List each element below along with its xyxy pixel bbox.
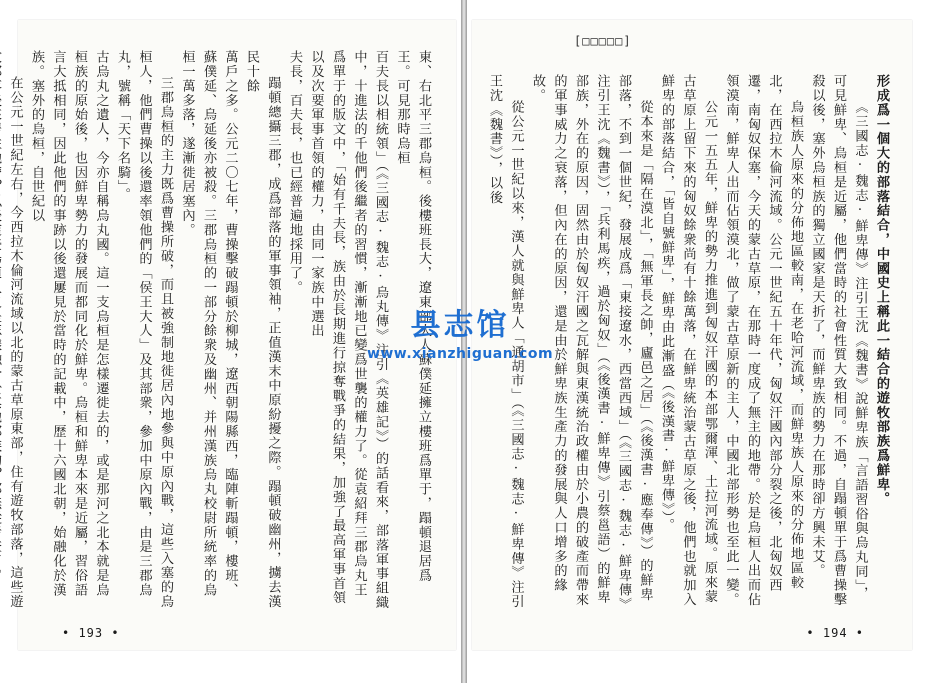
page-number: • 193 • bbox=[62, 626, 120, 640]
book-gutter bbox=[461, 0, 467, 683]
paragraph: 公元一五五年，鮮卑的勢力推進到匈奴汗國的本部鄂爾渾、土拉河流域。原來蒙古草原上留下來的匈奴餘衆尚有十餘萬落，在鮮卑統治蒙古草原之後，他們也就加入鮮卑的部落結合，「皆自號鮮卑」，鮮卑由此漸盛（《後漢書·鮮卑傳》）。 bbox=[659, 74, 717, 607]
right-page-text bbox=[487, 74, 892, 610]
watermark-url[interactable]: www.xianzhiguan.com bbox=[366, 346, 554, 362]
paragraph: 百夫長以相統領」（《三國志·魏志·烏丸傳》注引《英雄記》）的話看來，部落軍事組織中，十進法的千他們後繼者的習慣，漸漸地已變爲世襲的權力了。從袁紹拜三郡烏丸王爲單于的版文中，「始有千夫長，族由於長期進行掠奪戰爭的結果，加強了最高軍事首領以及次要軍事首領的權力，由同一家族中選出 bbox=[308, 50, 388, 610]
paragraph: 從公元一世紀以來，漢人就與鮮卑人「通胡市」（《三國志·魏志·鮮卑傳》注引王沈《魏書》），以後 bbox=[487, 74, 524, 610]
watermark-site-name: 县志馆 bbox=[410, 308, 510, 343]
left-page-text bbox=[7, 50, 434, 610]
paragraph: 形成爲一個大的部落結合，中國史上稱此一結合的遊牧部族爲鮮卑。 bbox=[874, 74, 889, 506]
paragraph: 從本來是「隔在漠北」，「無軍長之帥，廬邑之居」（《後漢書·應奉傳》）的鮮卑部落，不到一個世紀，發展成爲「東接遼水，西當西域」（《三國志·魏志·鮮卑傳》注引王沈《魏書》），「兵利馬疾，過於匈奴」（《後漢書·鮮卑傳》引蔡邕語）的鮮卑部族，外在的原因，固然由於匈奴汗國之瓦解與東漢統治政權由於小農的破產而帶來的軍事威力之衰落，但內在的原因，還是由於鮮卑族生產力的發展與人口增多的緣故。 bbox=[530, 74, 653, 607]
paragraph: 《三國志·魏志·鮮卑傳》注引王沈《魏書》說鮮卑族「言語習俗與烏丸同」，可見鮮卑、烏桓是近屬，他們當時的社會性質大致相同。不過，自蹋頓單于爲曹操擊殺以後，塞外烏桓族的獨立國家是天折了，而鮮卑族的勢力在那時卻方興未艾。 bbox=[809, 74, 868, 607]
paragraph: 三郡烏桓的主力既爲曹操所破，而且被強制地徙居內地參與中原內戰，這些入塞的烏桓人，他們曹操以後還率領他們的「侯王大人」及其部衆，參加中原內戰，由是三郡烏丸，號稱「天下名騎」。 bbox=[115, 50, 173, 610]
paragraph: 蹋頓總攝三郡，成爲部落的軍事領袖，正值漢末中原紛擾之際。蹋頓破幽州，擄去漢民十餘 bbox=[244, 50, 281, 610]
paragraph: 在公元一世紀左右，今西拉木倫河流域以北的蒙古草原東部，住有遊牧部落，這些遊 bbox=[7, 76, 23, 610]
paragraph: 古烏丸之遺人，今亦自稱烏丸國。這一支烏桓是怎樣遷徙去的，或是那河之北本就是烏桓族的原始後，也因鮮卑勢力的發展而都同化於鮮卑。烏桓和鮮卑本來是近屬，習俗語言大抵相同，因此他們的事跡以後還屢見於當時的記載中，歷十六國北朝，始融化於漢族。塞外的烏桓，自世紀以 bbox=[29, 50, 109, 598]
left-page bbox=[7, 20, 456, 650]
page-number: • 194 • bbox=[806, 626, 864, 640]
paragraph: 東、右北平三郡烏桓。後樓班長大，遼東部大人蘇僕延擁立樓班爲單于，蹋頓退居爲王。可見那時烏桓 bbox=[394, 50, 431, 583]
paragraph: 萬戶之多。公元二〇七年，曹操擊破蹋頓於柳城，遼西朝陽縣西，臨陣斬蹋頓，樓班、蘇僕延、烏延後亦被殺。三郡烏桓的一部分餘衆及幽州、并州漢族烏丸校尉所統率的烏桓一萬多落，遂漸徙居塞內。 bbox=[179, 50, 238, 598]
header-mark: [□□□□□] bbox=[574, 34, 632, 48]
paragraph: 夫長，百夫長，也已經普遍地採用了。 bbox=[287, 50, 302, 295]
right-page bbox=[472, 20, 912, 650]
paragraph: 烏桓族人原來的分佈地區較南，在老哈河流域，而鮮卑族人原來的分佈地區較北，在西拉木倫河流域。公元一世紀五十年代，匈奴汗國內部分裂之後，北匈奴西遷，南匈奴保塞，今天的蒙古草原，在那時一度成了無主的地帶。於是烏桓人出而佔領漠南，鮮卑人出而佔領漠北，做了蒙古草原新的主人，中國北部形勢也至此一變。 bbox=[723, 74, 803, 607]
